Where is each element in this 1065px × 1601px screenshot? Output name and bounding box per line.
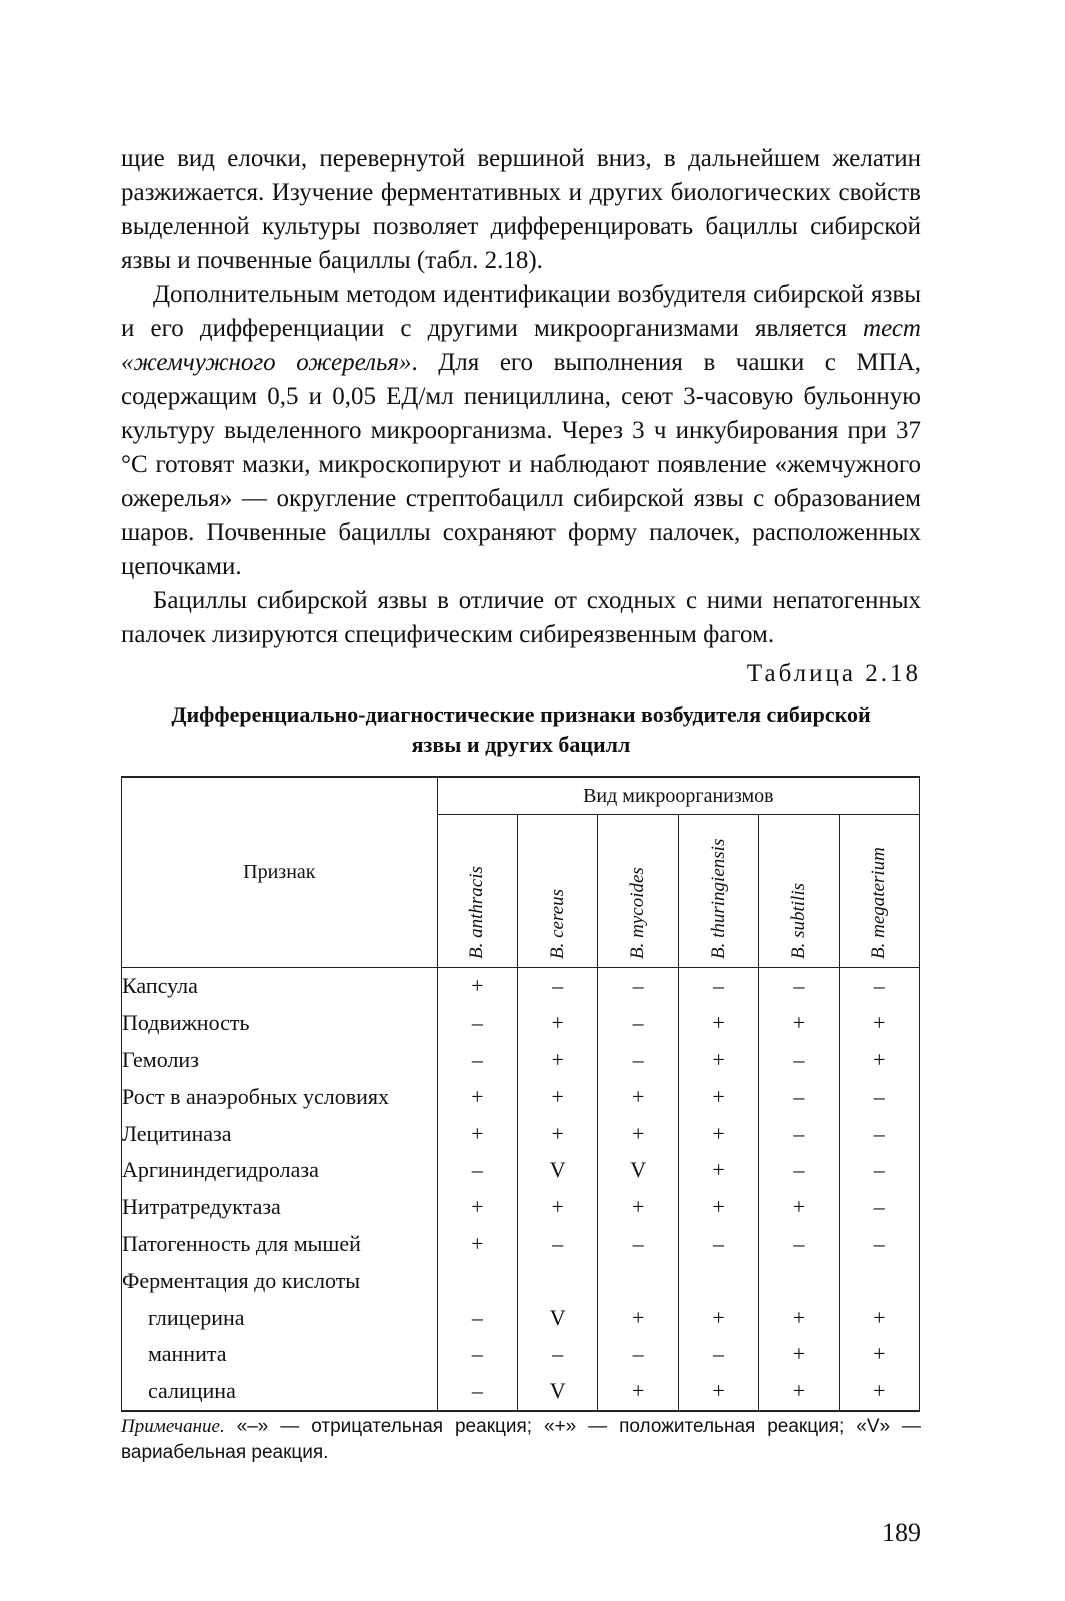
value-cell: +	[678, 1042, 758, 1079]
value-cell: +	[839, 1299, 919, 1336]
table-row	[122, 1042, 920, 1079]
table-row	[122, 1115, 920, 1152]
features-table	[121, 776, 920, 1412]
value-cell: –	[839, 1078, 919, 1115]
value-cell: –	[518, 1226, 598, 1263]
species-name: B. megaterium	[868, 847, 890, 959]
value-cell: +	[759, 1336, 839, 1373]
feature-cell: Капсула	[122, 968, 438, 1005]
value-cell: –	[598, 1226, 678, 1263]
value-cell: +	[437, 1189, 517, 1226]
value-cell: –	[759, 968, 839, 1005]
note-label: Примечание.	[121, 1416, 225, 1437]
species-name: B. cereus	[546, 889, 568, 959]
value-cell: +	[839, 1373, 919, 1411]
value-cell: –	[437, 1299, 517, 1336]
value-cell: +	[678, 1189, 758, 1226]
species-header-0	[437, 815, 517, 968]
value-cell: +	[598, 1115, 678, 1152]
value-cell: –	[759, 1115, 839, 1152]
value-cell: –	[598, 1336, 678, 1373]
value-cell: –	[759, 1152, 839, 1189]
value-cell: –	[839, 968, 919, 1005]
value-cell: +	[437, 1078, 517, 1115]
value-cell: V	[598, 1152, 678, 1189]
note-text: «–» — отрицательная реакция; «+» — положительная реакция; «V» — вариабельная реакция.	[121, 1416, 921, 1463]
table-title-line-2: язвы и других бацилл	[411, 732, 631, 757]
value-cell: +	[678, 1005, 758, 1042]
species-header-1	[518, 815, 598, 968]
feature-cell: Нитратредуктаза	[122, 1189, 438, 1226]
species-header-3	[678, 815, 758, 968]
value-cell: +	[518, 1115, 598, 1152]
value-cell: –	[839, 1189, 919, 1226]
species-header-2	[598, 815, 678, 968]
feature-cell: маннита	[122, 1336, 438, 1373]
value-cell: –	[598, 968, 678, 1005]
value-cell	[437, 1262, 517, 1299]
value-cell: +	[518, 1078, 598, 1115]
value-cell: –	[678, 1226, 758, 1263]
feature-header: Признак	[122, 777, 438, 968]
value-cell: +	[759, 1299, 839, 1336]
value-cell	[678, 1262, 758, 1299]
table-title	[121, 700, 921, 760]
feature-cell: Подвижность	[122, 1005, 438, 1042]
value-cell	[598, 1262, 678, 1299]
body-text	[121, 142, 921, 652]
value-cell: +	[839, 1336, 919, 1373]
value-cell: +	[678, 1373, 758, 1411]
value-cell: –	[839, 1152, 919, 1189]
value-cell: +	[839, 1005, 919, 1042]
table-row	[122, 1189, 920, 1226]
value-cell: –	[678, 1336, 758, 1373]
value-cell: +	[678, 1115, 758, 1152]
feature-cell: Рост в анаэробных условиях	[122, 1078, 438, 1115]
species-name: B. thuringiensis	[707, 838, 729, 959]
value-cell: +	[598, 1299, 678, 1336]
value-cell: –	[437, 1152, 517, 1189]
table-row	[122, 1152, 920, 1189]
value-cell: V	[518, 1152, 598, 1189]
table-note	[121, 1414, 921, 1466]
feature-cell: Аргининдегидролаза	[122, 1152, 438, 1189]
table-title-line-1: Дифференциально-диагностические признаки возбудителя сибирской	[171, 702, 871, 727]
feature-cell: салицина	[122, 1373, 438, 1411]
value-cell: V	[518, 1299, 598, 1336]
value-cell	[518, 1262, 598, 1299]
value-cell: –	[759, 1078, 839, 1115]
paragraph-2-term: тест «жемчужного ожерелья»	[121, 315, 921, 376]
value-cell: +	[518, 1189, 598, 1226]
value-cell	[759, 1262, 839, 1299]
value-cell: –	[437, 1373, 517, 1411]
value-cell: +	[437, 1115, 517, 1152]
paragraph-2-start: Дополнительным методом идентификации возбудителя сибирской язвы и его дифференциации с другими микроорганизмами является	[121, 281, 921, 342]
value-cell: +	[678, 1152, 758, 1189]
value-cell: –	[437, 1005, 517, 1042]
paragraph-2	[121, 278, 921, 584]
paragraph-2-end: . Для его выполнения в чашки с МПА, содержащим 0,5 и 0,05 ЕД/мл пенициллина, сеют 3-часовую бульонную культуру выделенного микроорганизма. Через 3 ч инкубирования при 37 °С готовят мазки, микроскопируют и наблюдают появление «жемчужного ожерелья» — округление стрептобацилл сибирской язвы с образованием шаров. Почвенные бациллы сохраняют форму палочек, расположенных цепочками.	[121, 349, 921, 580]
value-cell: +	[759, 1373, 839, 1411]
value-cell: –	[839, 1115, 919, 1152]
value-cell: +	[518, 1042, 598, 1079]
value-cell: –	[759, 1226, 839, 1263]
value-cell: –	[518, 968, 598, 1005]
value-cell: –	[598, 1042, 678, 1079]
species-name: B. subtilis	[787, 882, 809, 959]
value-cell: +	[598, 1078, 678, 1115]
value-cell: +	[759, 1189, 839, 1226]
table-row	[122, 1299, 920, 1336]
value-cell: +	[437, 968, 517, 1005]
species-header-4	[759, 815, 839, 968]
paragraph-1: щие вид елочки, перевернутой вершиной вниз, в дальнейшем желатин разжижается. Изучение ферментативных и других биологических свойств выделенной культуры позволяет дифференцировать бациллы сибирской язвы и почвенные бациллы (табл. 2.18).	[121, 145, 921, 274]
table-row	[122, 1262, 920, 1299]
value-cell: +	[678, 1299, 758, 1336]
value-cell: –	[839, 1226, 919, 1263]
table-row	[122, 968, 920, 1005]
feature-cell: Гемолиз	[122, 1042, 438, 1079]
paragraph-3: Бациллы сибирской язвы в отличие от сходных с ними непатогенных палочек лизируются специфическим сибиреязвенным фагом.	[121, 587, 921, 648]
value-cell: +	[839, 1042, 919, 1079]
value-cell: –	[759, 1042, 839, 1079]
feature-cell: Ферментация до кислоты	[122, 1262, 438, 1299]
value-cell	[839, 1262, 919, 1299]
value-cell: +	[598, 1189, 678, 1226]
feature-cell: Патогенность для мышей	[122, 1226, 438, 1263]
table-row	[122, 1226, 920, 1263]
species-name: B. anthracis	[466, 866, 488, 959]
table-row	[122, 1078, 920, 1115]
species-group-header: Вид микроорганизмов	[437, 777, 919, 815]
species-header-5	[839, 815, 919, 968]
value-cell: –	[437, 1042, 517, 1079]
value-cell: +	[759, 1005, 839, 1042]
value-cell: –	[678, 968, 758, 1005]
value-cell: –	[437, 1336, 517, 1373]
table-row	[122, 1336, 920, 1373]
species-name: B. mycoides	[627, 867, 649, 959]
value-cell: +	[678, 1078, 758, 1115]
table-row	[122, 1373, 920, 1411]
value-cell: +	[437, 1226, 517, 1263]
value-cell: –	[518, 1336, 598, 1373]
feature-cell: глицерина	[122, 1299, 438, 1336]
value-cell: V	[518, 1373, 598, 1411]
feature-cell: Лецитиназа	[122, 1115, 438, 1152]
value-cell: +	[598, 1373, 678, 1411]
value-cell: –	[598, 1005, 678, 1042]
table-label: Таблица 2.18	[746, 660, 921, 687]
table-row	[122, 1005, 920, 1042]
value-cell: +	[518, 1005, 598, 1042]
page-number: 189	[882, 1518, 921, 1547]
